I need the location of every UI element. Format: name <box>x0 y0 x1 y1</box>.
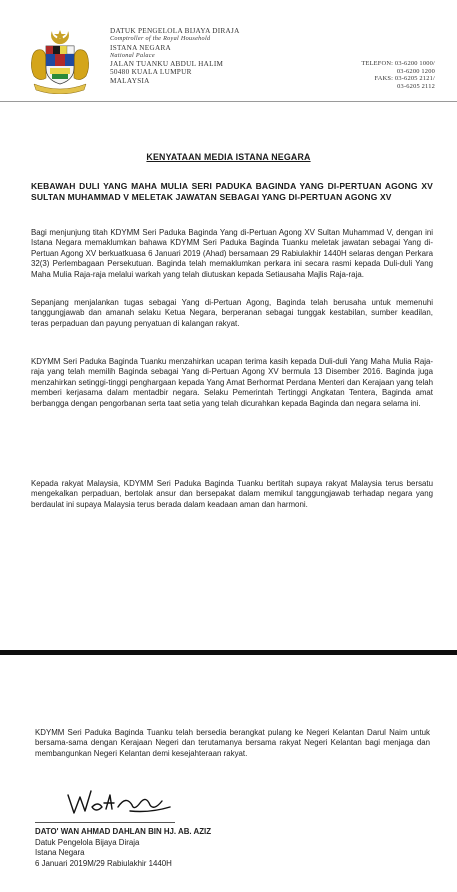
coat-of-arms-icon <box>28 28 92 94</box>
letterhead-address <box>110 27 310 85</box>
letterhead-divider <box>0 101 457 102</box>
letterhead-line: National Palace <box>110 51 155 59</box>
letterhead-line: MALAYSIA <box>110 76 150 85</box>
signatory-name: DATO' WAN AHMAD DAHLAN BIN HJ. AB. AZIZ <box>35 827 212 836</box>
paragraph: KDYMM Seri Paduka Baginda Tuanku menzahirkan ucapan terima kasih kepada Duli-duli Yang Maha Mulia Raja-raja yang telah memilih Baginda sebagai Yang di-Pertuan Agong XV bermula 13 Disember 2016. Baginda juga menzahirkan setinggi-tinggi penghargaan kepada Yang Amat Berhormat Perdana Menteri dan Kerajaan yang telah memberi kerjasama dalam mentadbir negara. Selaku Pemerintah Tertinggi Angkatan Tentera, Baginda amat berbangga dengan pengorbanan serta taat setia yang telah dicurahkan kepada Baginda dan negara selama ini. <box>31 357 433 408</box>
letterhead-line: 50480 KUALA LUMPUR <box>110 68 192 77</box>
paragraph: Bagi menjunjung titah KDYMM Seri Paduka Baginda Yang di-Pertuan Agong XV Sultan Muhammad V, dengan ini Istana Negara memaklumkan bahawa KDYMM Seri Paduka Baginda Tuanku meletak jawatan sebagai Yang di-Pertuan Agong XV berkuatkuasa 6 Januari 2019 (Ahad) bersamaan 29 Rabiulakhir 1440H selaras dengan Perkara 32(3) Perlembagaan Persekutuan. Baginda telah memaklumkan perkara ini secara rasmi kepada Duli-duli Yang Maha Mulia Raja-raja melalui warkah yang telah diutuskan kepada Setiausaha Majlis Raja-raja. <box>31 228 433 279</box>
paragraph: Sepanjang menjalankan tugas sebagai Yang di-Pertuan Agong, Baginda telah berusaha untuk memenuhi tanggungjawab dan amanah selaku Ketua Negara, berperanan sebagai tunggak kestabilan, sumber keadilan, teras perpaduan dan payung penyatuan di kalangan rakyat. <box>31 298 433 328</box>
signature-block <box>35 827 335 869</box>
page-break-bar <box>0 650 457 655</box>
letterhead-line: JALAN TUANKU ABDUL HALIM <box>110 60 224 69</box>
letterhead-line: ISTANA NEGARA <box>110 43 172 52</box>
paragraph: KDYMM Seri Paduka Baginda Tuanku telah bersedia berangkat pulang ke Negeri Kelantan Darul Naim untuk bersama-sama dengan Kerajaan Negeri dan terutamanya bersama rakyat Negeri Kelantan bagi menjaga dan membangunkan Negeri Kelantan demi kesejahteraan rakyat. <box>35 728 430 758</box>
page-title: KENYATAAN MEDIA ISTANA NEGARA <box>146 152 311 162</box>
paragraph: Kepada rakyat Malaysia, KDYMM Seri Paduka Baginda Tuanku bertitah supaya rakyat Malaysia terus bersatu mengekalkan perpaduan, bertolak ansur dan bersepakat dalam memikul tanggungjawab terhadap negara yang berdaulat ini supaya Malaysia terus berada dalam keadaan aman dan harmoni. <box>31 479 433 509</box>
contact-line: 03-6205 2112 <box>397 82 435 90</box>
handwritten-signature <box>60 785 180 823</box>
letterhead-contact <box>295 60 435 90</box>
statement-date: 6 Januari 2019M/29 Rabiulakhir 1440H <box>35 858 172 868</box>
letterhead-line: DATUK PENGELOLA BIJAYA DIRAJA <box>110 27 240 35</box>
headline: KEBAWAH DULI YANG MAHA MULIA SERI PADUKA BAGINDA YANG DI-PERTUAN AGONG XV SULTAN MUHAMMAD V MELETAK JAWATAN SEBAGAI YANG DI-PERTUAN AGONG XV <box>31 181 433 202</box>
contact-line: FAKS: 03-6205 2121/ <box>374 75 435 83</box>
contact-line: 03-6200 1200 <box>396 67 435 75</box>
letterhead-line: Comptroller of the Royal Household <box>110 35 211 43</box>
signature-line <box>35 822 175 823</box>
signatory-office: Istana Negara <box>35 848 85 858</box>
signatory-position: Datuk Pengelola Bijaya Diraja <box>35 837 140 847</box>
contact-line: TELEFON: 03-6200 1000/ <box>361 60 435 67</box>
